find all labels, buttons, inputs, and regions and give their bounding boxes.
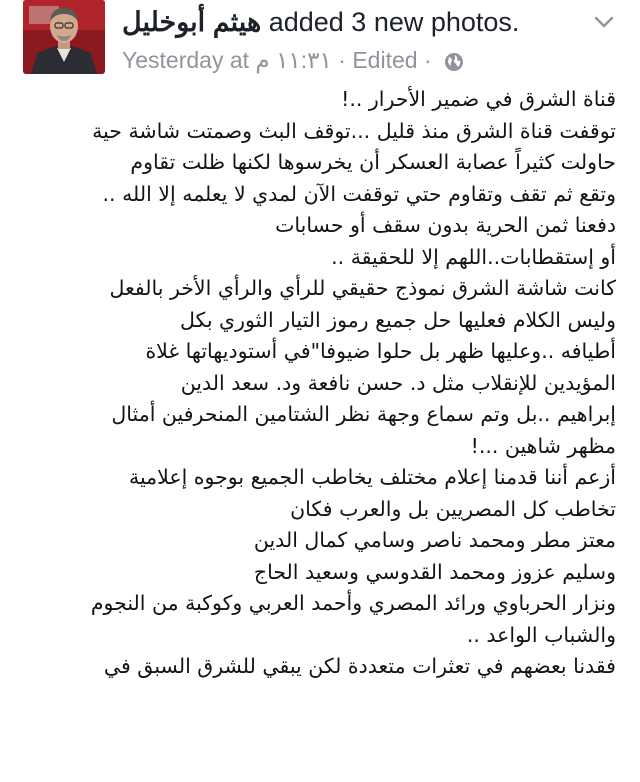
timestamp-time[interactable]: ١١:٣١ م bbox=[255, 46, 332, 73]
timestamp-label[interactable]: Yesterday at bbox=[122, 46, 250, 73]
post-text-line: معتز مطر ومحمد ناصر وسامي كمال الدين bbox=[253, 528, 616, 552]
author-name[interactable]: هيثم أبوخليل bbox=[122, 7, 262, 37]
post-text-line: أطيافه ..وعليها ظهر بل حلوا ضيوفا"في أستوديهاتها غلاة bbox=[145, 339, 616, 363]
post-text-line: وتقع ثم تقف وتقاوم حتي توقفت الآن لمدي لا يعلمه إلا الله .. bbox=[102, 181, 616, 206]
meta-separator: · bbox=[423, 46, 432, 73]
post-text-line: فقدنا بعضهم في تعثرات متعددة لكن يبقي للشرق السبق في bbox=[103, 654, 616, 678]
post-text-line: إبراهيم ..بل وتم سماع وجهة نظر الشتامين المنحرفين أمثال bbox=[111, 402, 616, 426]
post-text-line: كانت شاشة الشرق نموذج حقيقي للرأي والرأي الأخر بالفعل bbox=[109, 276, 616, 300]
post-text-line: تخاطب كل المصريين بل والعرب فكان bbox=[290, 496, 616, 521]
post-text-line: دفعنا ثمن الحرية بدون سقف أو حسابات bbox=[275, 213, 616, 237]
post-action-text: added 3 new photos. bbox=[268, 7, 520, 37]
post-text-line: وسليم عزوز ومحمد القدوسي وسعيد الحاج bbox=[253, 559, 616, 584]
post-text-line: مظهر شاهين ...! bbox=[470, 433, 616, 458]
globe-icon[interactable] bbox=[444, 50, 464, 70]
avatar-photo bbox=[23, 0, 105, 74]
post-text-line: قناة الشرق في ضمير الأحرار ..! bbox=[341, 87, 616, 111]
post-text-line: المؤيدين للإنقلاب مثل د. حسن نافعة ود. سعد الدين bbox=[180, 370, 616, 395]
meta-separator: · bbox=[338, 46, 346, 73]
post-header bbox=[0, 0, 640, 90]
post-meta bbox=[122, 44, 464, 74]
post-text-line: وليس الكلام فعليها حل جميع رموز التيار الثوري بكل bbox=[179, 307, 616, 332]
post-text-line: والشباب الواعد .. bbox=[466, 622, 616, 647]
post-title-line bbox=[122, 6, 519, 38]
chevron-down-icon[interactable] bbox=[592, 12, 616, 32]
post-body bbox=[16, 84, 616, 683]
edited-label[interactable]: Edited bbox=[352, 46, 418, 73]
post-text-line: حاولت كثيراً عصابة العسكر أن يخرسوها لكنها ظلت تقاوم bbox=[130, 150, 616, 174]
post-text-line: أزعم أننا قدمنا إعلام مختلف يخاطب الجميع بوجوه إعلامية bbox=[128, 465, 616, 489]
post-text-line: ونزار الحرباوي ورائد المصري وأحمد العربي وكوكبة من النجوم bbox=[90, 591, 616, 615]
avatar[interactable] bbox=[23, 0, 105, 74]
post-text-line: أو إستقطابات..اللهم إلا للحقيقة .. bbox=[331, 244, 616, 269]
post-text-line: توقفت قناة الشرق منذ قليل ...توقف البث وصمتت شاشة حية bbox=[92, 118, 616, 143]
